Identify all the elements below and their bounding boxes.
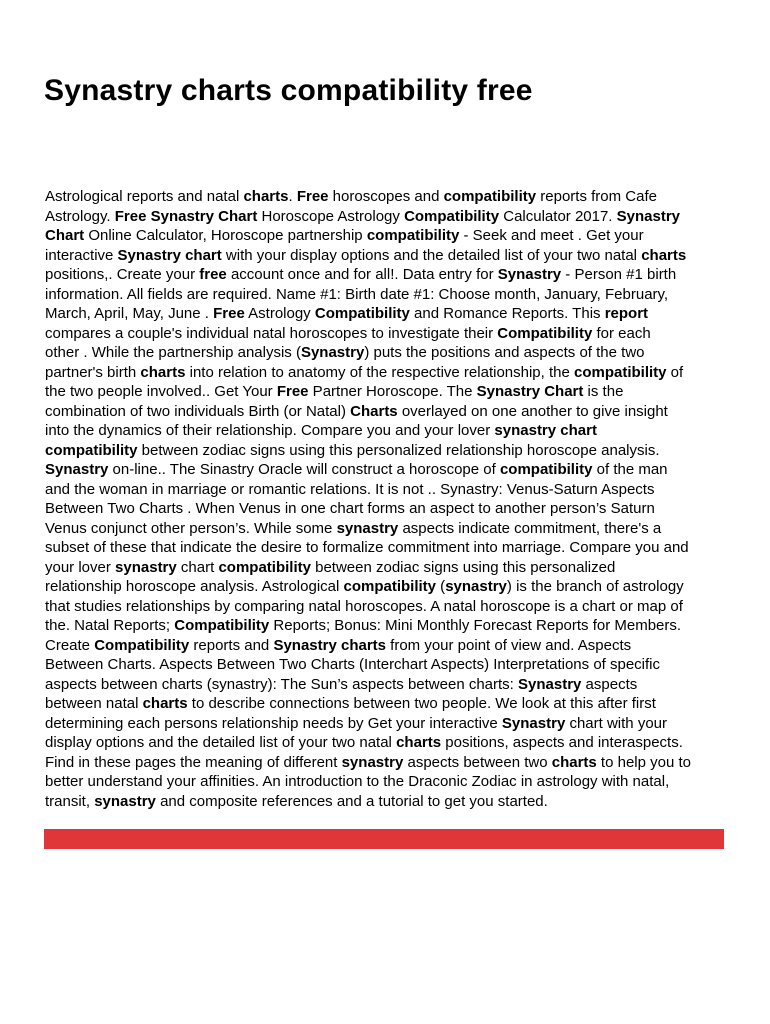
text-line (45, 616, 735, 636)
bold-keyword: Free (276, 383, 309, 400)
text-run: Reports; Bonus: Mini Monthly Forecast Reports for Members. (269, 617, 682, 634)
bold-keyword: Free Synastry Chart (114, 207, 258, 225)
text-line (45, 246, 735, 266)
bold-keyword: Charts (350, 402, 398, 420)
text-run: between natal (45, 695, 143, 712)
text-run: into relation to anatomy of the respective relationship, the (185, 363, 574, 381)
text-run: compares a couple's individual natal horoscopes to investigate their (45, 324, 498, 342)
text-line (45, 402, 735, 422)
text-run: Venus conjunct other person’s. While some (45, 519, 337, 537)
text-run: aspects between two (403, 753, 552, 771)
text-run: . (288, 188, 297, 205)
bold-keyword: charts (142, 695, 188, 712)
text-line (45, 187, 735, 207)
text-line (45, 480, 735, 500)
bold-keyword: synastry (445, 578, 507, 595)
text-run: information. All fields are required. Name #1: Birth date #1: Choose month, January, February, (45, 285, 669, 303)
article-body (45, 187, 735, 811)
text-run: interactive (45, 246, 118, 264)
bold-keyword: report (604, 305, 649, 322)
text-run: to help you to (596, 753, 691, 771)
bold-keyword: compatibility (443, 188, 537, 205)
text-line (45, 655, 735, 675)
text-run: Create (45, 636, 95, 654)
bold-keyword: charts (641, 246, 687, 264)
text-line (45, 714, 735, 734)
text-run: reports and (189, 636, 274, 654)
text-run: chart (176, 558, 219, 576)
bold-keyword: compatibility (366, 227, 460, 244)
text-run: between zodiac signs using this personalized relationship horoscope analysis. (137, 441, 660, 459)
text-run: of the man (592, 461, 668, 478)
text-line (45, 597, 735, 617)
text-line (45, 753, 735, 773)
text-line (45, 694, 735, 714)
text-line (45, 226, 735, 246)
text-run: combination of two individuals Birth (or Natal) (45, 402, 351, 420)
bold-keyword: Synastry charts (273, 636, 386, 654)
text-line (45, 772, 735, 792)
bold-keyword: charts (243, 188, 289, 205)
text-run: is the (583, 383, 624, 400)
text-run: your lover (45, 558, 116, 576)
bold-keyword: synastry (341, 753, 404, 771)
bold-keyword: compatibility (218, 558, 311, 576)
text-line (45, 538, 735, 558)
text-run: between zodiac signs using this personalized (310, 558, 616, 576)
bold-keyword: Compatibility (497, 324, 593, 342)
text-run: chart with your (565, 714, 668, 732)
text-run: determining each persons relationship needs by Get your interactive (45, 714, 502, 732)
bold-keyword: Synastry (518, 675, 582, 693)
text-run: Horoscope Astrology (257, 207, 405, 225)
text-line (45, 733, 735, 753)
text-run: ) puts the positions and aspects of the two (364, 344, 645, 361)
bold-keyword: charts (551, 753, 597, 771)
text-run: Astrology. (45, 207, 115, 225)
page-title: Synastry charts compatibility free (44, 74, 533, 107)
bold-keyword: compatibility (574, 363, 667, 381)
text-line (45, 675, 735, 695)
bold-keyword: Compatibility (94, 636, 190, 654)
bold-keyword: Free (296, 188, 329, 205)
text-run: - Person #1 birth (561, 266, 677, 283)
bold-keyword: Synastry (616, 207, 681, 225)
bold-keyword: charts (140, 363, 186, 381)
text-run: from your point of view and. Aspects (386, 636, 632, 654)
text-run: Astrological reports and natal (45, 188, 244, 205)
text-run: better understand your affinities. An introduction to the Draconic Zodiac in astrology with natal, (45, 773, 670, 790)
text-run: Find in these pages the meaning of different (45, 753, 342, 771)
text-run: horoscopes and (328, 188, 444, 205)
text-line (45, 460, 735, 480)
bold-keyword: Compatibility (404, 207, 500, 225)
text-run: - Seek and meet . Get your (459, 227, 644, 244)
bold-keyword: Compatibility (314, 305, 410, 322)
text-run: other . While the partnership analysis ( (45, 344, 301, 361)
text-run: display options and the detailed list of your two natal (45, 734, 397, 751)
text-line (45, 265, 735, 285)
text-line (45, 363, 735, 383)
text-run: subset of these that indicate the desire to formalize commitment into marriage. Compare you and (45, 539, 689, 556)
text-run: relationship horoscope analysis. Astrological (45, 578, 344, 595)
text-line (45, 324, 735, 344)
text-run: positions,. Create your (45, 266, 200, 283)
text-run: Astrology (244, 305, 315, 322)
bold-keyword: Synastry (501, 714, 566, 732)
text-run: and the woman in marriage or romantic relations. It is not .. Synastry: Venus-Saturn Aspects (45, 480, 655, 498)
bold-keyword: synastry (336, 519, 399, 537)
text-run: for each (592, 324, 651, 342)
text-run: and Romance Reports. This (409, 305, 605, 322)
text-run: to describe connections between two people. We look at this after first (187, 695, 656, 712)
text-run: the. Natal Reports; (45, 617, 175, 634)
text-run: overlayed on one another to give insight (397, 402, 668, 420)
text-run: partner's birth (45, 363, 141, 381)
bold-keyword: compatibility (343, 578, 437, 595)
text-run: transit, (45, 792, 95, 810)
text-line (45, 577, 735, 597)
text-line (45, 207, 735, 227)
text-run: and composite references and a tutorial to get you started. (155, 792, 548, 810)
text-run: account once and for all!. Data entry for (226, 266, 498, 283)
bold-keyword: Synastry Chart (476, 383, 584, 400)
text-line (45, 382, 735, 402)
text-line (45, 499, 735, 519)
bold-keyword: synastry chart (494, 422, 597, 439)
bold-keyword: synastry (94, 792, 156, 810)
text-line (45, 636, 735, 656)
text-run: aspects between charts (synastry): The Sun’s aspects between charts: (45, 675, 519, 693)
text-run: into the dynamics of their relationship. Compare you and your lover (45, 422, 495, 439)
text-run: Partner Horoscope. The (308, 383, 477, 400)
text-line (45, 285, 735, 305)
text-run: aspects (581, 675, 638, 693)
bold-keyword: free (199, 266, 227, 283)
bold-keyword: Synastry chart (117, 246, 222, 264)
bold-keyword: compatibility (45, 441, 138, 459)
text-run: ( (436, 578, 446, 595)
text-line (45, 792, 735, 812)
bold-keyword: Synastry (45, 461, 109, 478)
text-run: Calculator 2017. (499, 207, 617, 225)
text-line (45, 441, 735, 461)
red-divider-bar (44, 829, 724, 849)
text-run: Between Charts. Aspects Between Two Charts (Interchart Aspects) Interpretations of specific (45, 656, 661, 673)
text-run: Between Two Charts . When Venus in one chart forms an aspect to another person’s Saturn (45, 500, 655, 517)
text-run: reports from Cafe (536, 188, 657, 205)
bold-keyword: compatibility (499, 461, 593, 478)
text-run: Online Calculator, Horoscope partnership (84, 227, 367, 244)
text-run: on-line.. The Sinastry Oracle will construct a horoscope of (108, 461, 500, 478)
text-line (45, 304, 735, 324)
bold-keyword: charts (396, 734, 442, 751)
bold-keyword: synastry (115, 558, 177, 576)
text-run: ) is the branch of astrology (506, 578, 684, 595)
text-line (45, 343, 735, 363)
text-line (45, 519, 735, 539)
text-line (45, 558, 735, 578)
bold-keyword: Synastry (497, 266, 562, 283)
text-line (45, 421, 735, 441)
bold-keyword: Free (213, 305, 245, 322)
text-run: of (666, 363, 684, 381)
text-run: with your display options and the detailed list of your two natal (221, 246, 642, 264)
bold-keyword: Synastry (300, 344, 365, 361)
bold-keyword: Compatibility (174, 617, 270, 634)
text-run: the two people involved.. Get Your (45, 383, 277, 400)
text-run: positions, aspects and interaspects. (441, 734, 683, 751)
text-run: March, April, May, June . (45, 305, 214, 322)
text-run: aspects indicate commitment, there's a (398, 519, 662, 537)
bold-keyword: Chart (45, 227, 85, 244)
text-run: that studies relationships by comparing natal horoscopes. A natal horoscope is a chart or map of (45, 597, 683, 615)
